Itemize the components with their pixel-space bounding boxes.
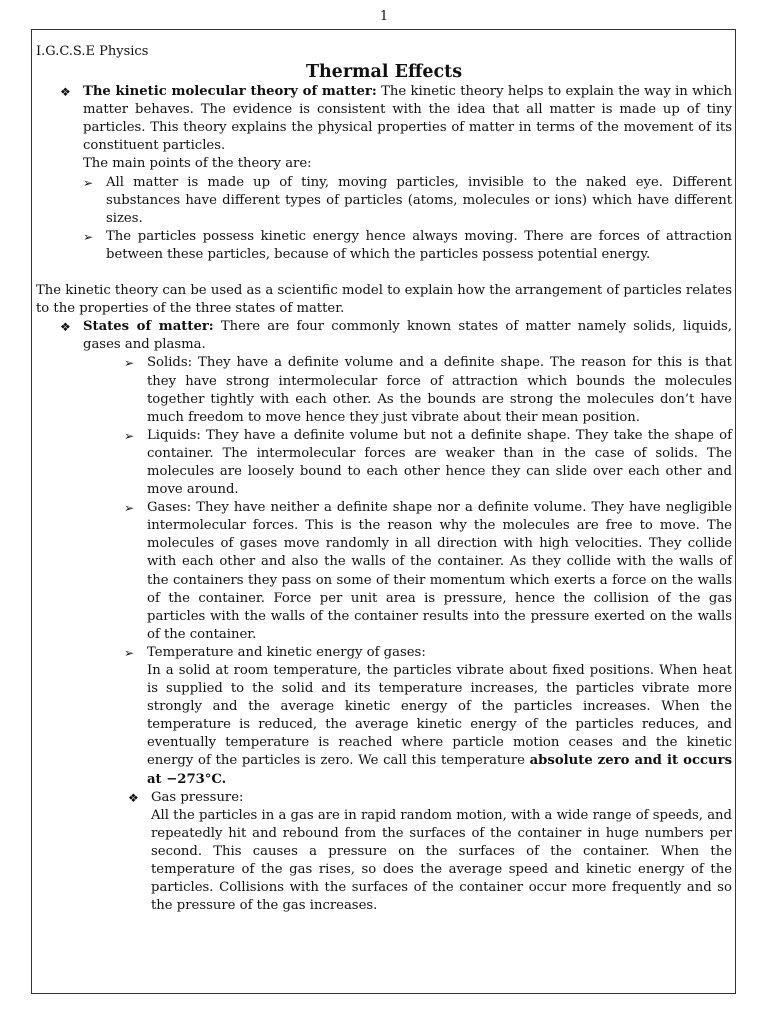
section-heading: States of matter: — [83, 319, 214, 335]
section-heading: The kinetic molecular theory of matter: — [83, 84, 377, 100]
course-label: I.G.C.S.E Physics — [36, 44, 149, 59]
section-text: The kinetic theory helps to explain the way in which matter behaves. The evidence is consistent with the idea that all matter is made up of tiny particles. This theory explains the physical properties of matter in terms of the movement of its constituent particles. — [83, 84, 732, 154]
page-title: Thermal Effects — [305, 62, 463, 83]
arrow-bullet-icon: ➢ — [83, 229, 94, 244]
list-item-text: Solids: They have a definite volume and a definite shape. The reason for this is that they have strong intermolecular force of attraction which bounds the molecules together tightly with each other. As the bounds are strong the molecules don’t have much freedom to move hence they just vibrate about their mean position. — [147, 355, 732, 425]
list-item-text: Liquids: They have a definite volume but not a definite shape. They take the shape of container. The intermolecular forces are weaker than in the case of solids. The molecules are loosely bound to each other hence they can slide over each other and move around. — [147, 427, 732, 498]
temperature-text: In a solid at room temperature, the particles vibrate about fixed positions. When heat is supplied to the solid and its temperature increases, the particles vibrate more strongly and the average kinetic energy of the particles increases. When the temperature is reduced, the average kinetic energy of the particles reduces, and eventually temperature is reached where particle motion ceases and the kinetic energy of the particles is zero. We call this temperature — [147, 663, 732, 769]
main-points-label: The main points of the theory are: — [83, 156, 312, 172]
gas-pressure-paragraph: All the particles in a gas are in rapid random motion, with a wide range of speeds, and repeatedly hit and rebound from the surfaces of the container in huge numbers per second. This causes a pressure on the surfaces of the container. When the temperature of the gas rises, so does the average speed and kinetic energy of the particles. Collisions with the surfaces of the container occur more frequently and so the pressure of the gas increases. — [151, 807, 732, 914]
list-item-text: All matter is made up of tiny, moving particles, invisible to the naked eye. Different substances have different types of particles (atoms, molecules or ions) which have different sizes. — [106, 174, 732, 226]
list-item-text: The particles possess kinetic energy hence always moving. There are forces of attraction between these particles, because of which the particles possess potential energy. — [106, 228, 732, 262]
section-text: There are four commonly known states of matter namely solids, liquids, gases and plasma. — [83, 319, 732, 353]
diamond-bullet-icon: ❖ — [60, 320, 71, 335]
section-gas-pressure — [36, 789, 732, 807]
list-item — [36, 174, 732, 228]
arrow-bullet-icon: ➢ — [83, 175, 94, 190]
arrow-bullet-icon: ➢ — [124, 501, 135, 516]
section-heading: Gas pressure: — [151, 789, 244, 805]
temperature-paragraph — [36, 662, 732, 789]
list-item — [36, 228, 732, 264]
absolute-zero-text: absolute zero and it occurs at −273°C. — [147, 753, 733, 787]
list-item-text: Gases: They have neither a definite shape nor a definite volume. They have negligible intermolecular forces. This is the reason why the molecules are free to move. The molecules of gases move randomly in all direction with high velocities. They collide with each other and also the walls of the container. As they collide with the walls of the containers they pass on some of their momentum which exerts a force on the walls of the container. Force per unit area is pressure, hence the collision of the gas particles with the walls of the container results into the pressure exerted on the walls of the container. — [147, 500, 732, 642]
arrow-bullet-icon: ➢ — [124, 356, 135, 371]
section-kinetic-theory — [36, 83, 732, 155]
arrow-bullet-icon: ➢ — [124, 428, 135, 443]
page-content — [36, 43, 732, 915]
diamond-bullet-icon: ❖ — [60, 85, 71, 100]
list-item-solids — [36, 354, 732, 426]
section-states-of-matter — [36, 318, 732, 354]
list-item-liquids — [36, 427, 732, 499]
list-item-gases — [36, 499, 732, 644]
page-number: 1 — [379, 9, 389, 24]
intro-paragraph: The kinetic theory can be used as a scientific model to explain how the arrangement of particles relates to the properties of the three states of matter. — [36, 283, 732, 317]
arrow-bullet-icon: ➢ — [124, 645, 135, 660]
diamond-bullet-icon: ❖ — [128, 790, 139, 805]
list-item-heading: Temperature and kinetic energy of gases: — [147, 644, 426, 660]
list-item-temperature — [36, 644, 732, 662]
